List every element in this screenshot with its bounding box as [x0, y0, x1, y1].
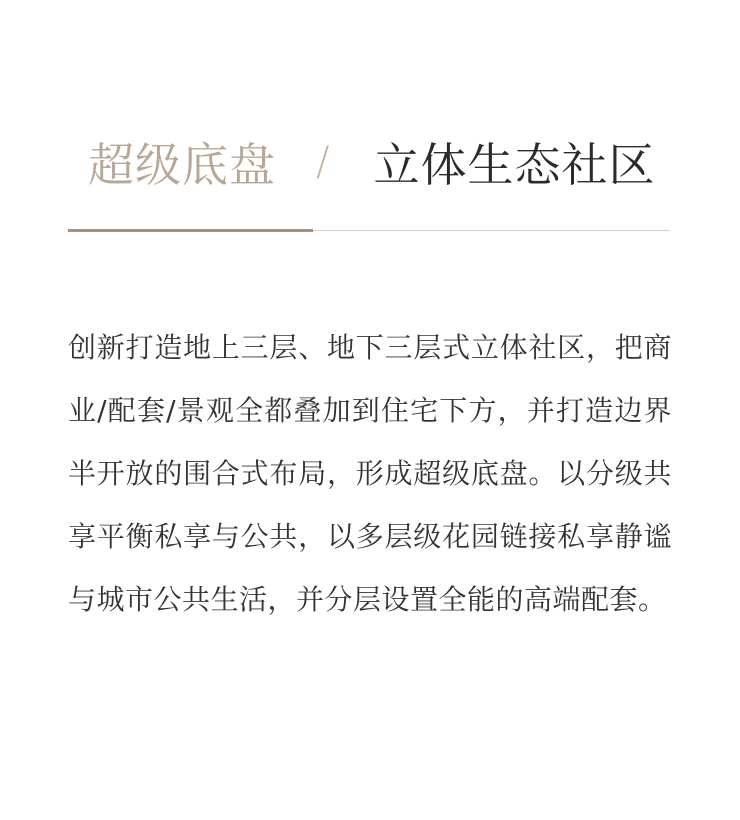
section-title: [88, 132, 655, 192]
title-separator: /: [316, 139, 330, 185]
body-paragraph: 创新打造地上三层、地下三层式立体社区，把商业/配套/景观全都叠加到住宅下方，并打造边界半开放的围合式布局，形成超级底盘。以分级共享平衡私享与公共，以多层级花园链接私享静谧与城市公共生活，并分层设置全能的高端配套。: [68, 331, 672, 616]
title-accent-text: 超级底盘: [88, 138, 276, 192]
title-divider-accent: [68, 229, 313, 232]
title-main-text: 立体生态社区: [373, 138, 656, 192]
